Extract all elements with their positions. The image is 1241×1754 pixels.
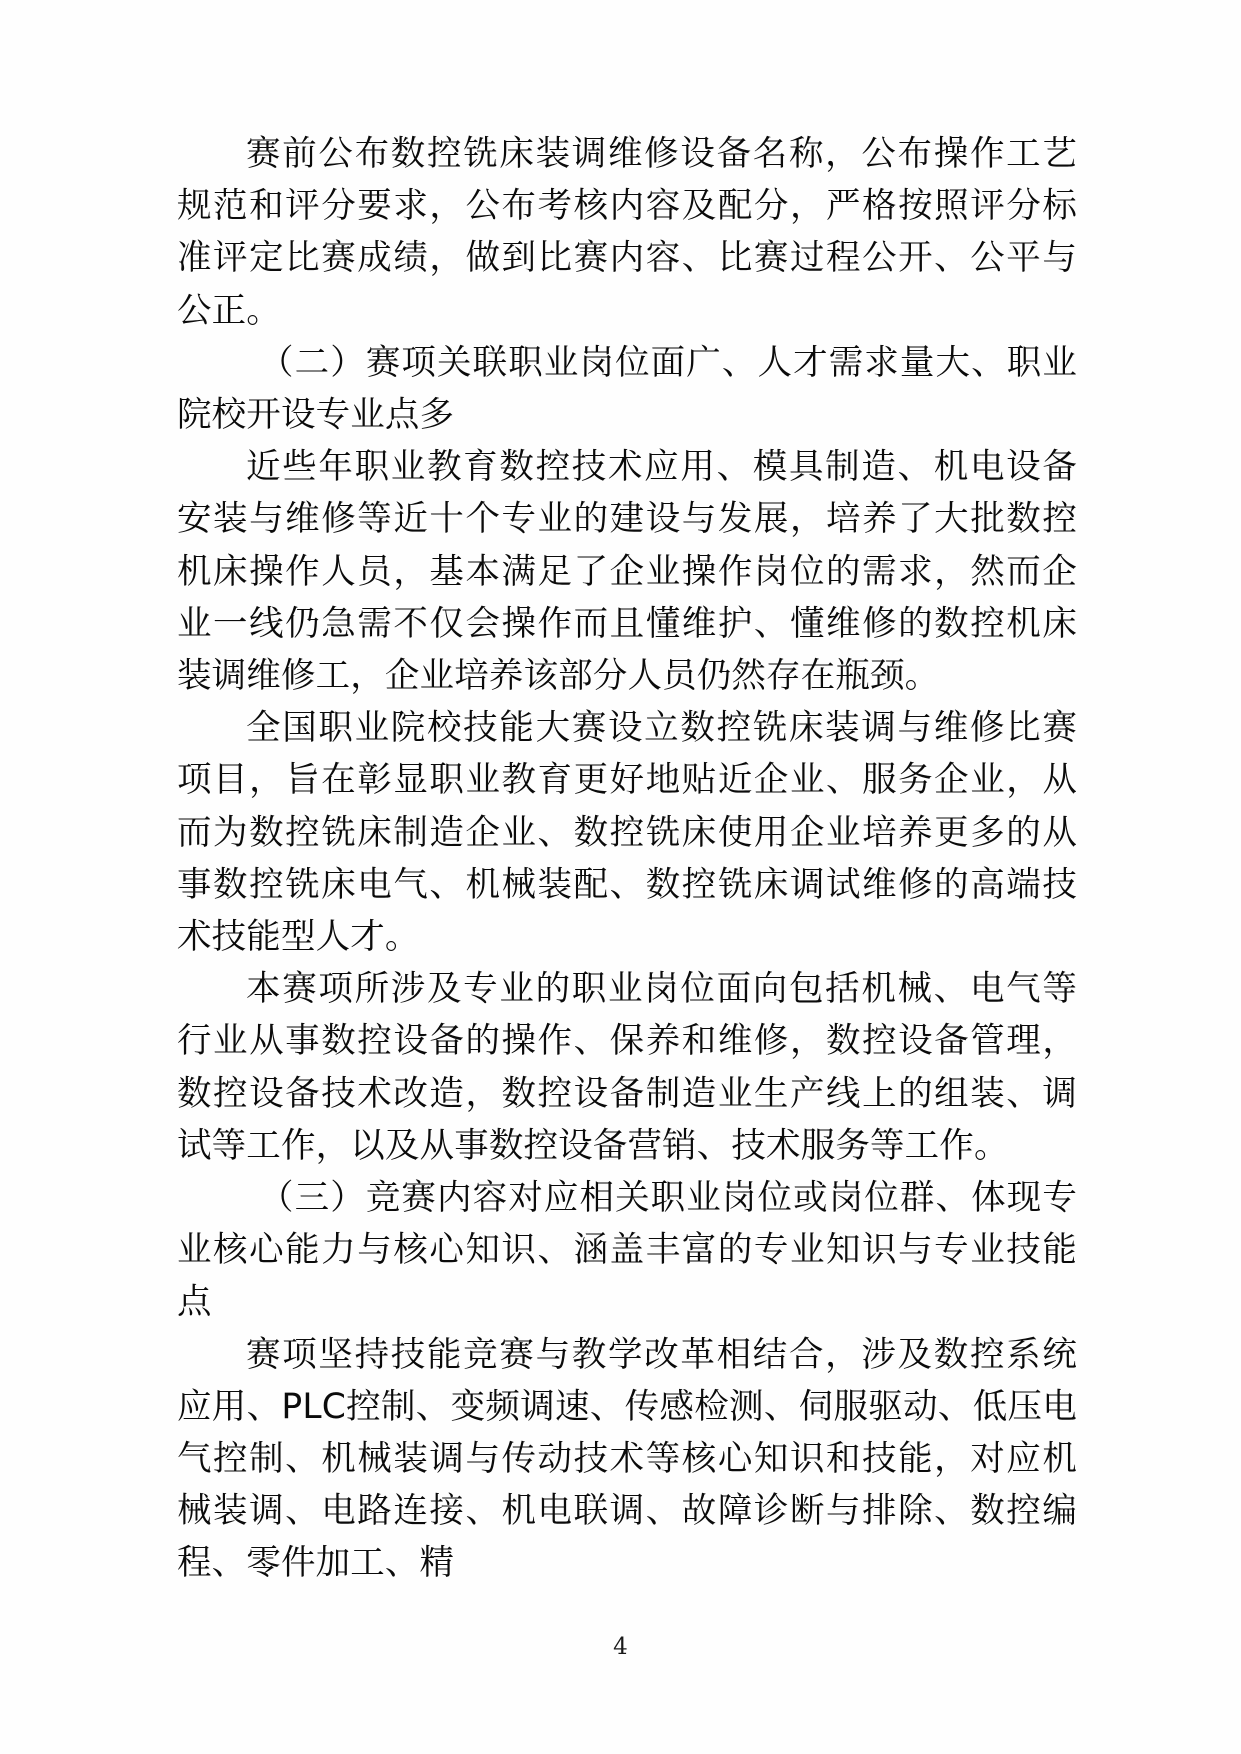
- paragraph-national-competition: 全国职业院校技能大赛设立数控铣床装调与维修比赛项目，旨在彰显职业教育更好地贴近企业、服务企业，从而为数控铣床制造企业、数控铣床使用企业培养更多的从事数控铣床电气、机械装配、数控铣床调试维修的高端技术技能型人才。: [177, 708, 1077, 958]
- section-heading-three: （三）竞赛内容对应相关职业岗位或岗位群、体现专业核心能力与核心知识、涵盖丰富的专业知识与专业技能点: [177, 1178, 1077, 1323]
- page-number: 4: [613, 1634, 628, 1660]
- paragraph-job-positions: 本赛项所涉及专业的职业岗位面向包括机械、电气等行业从事数控设备的操作、保养和维修，数控设备管理，数控设备技术改造，数控设备制造业生产线上的组装、调试等工作，以及从事数控设备营销、技术服务等工作。: [177, 969, 1077, 1166]
- paragraph-core-knowledge: 赛项坚持技能竞赛与教学改革相结合，涉及数控系统应用、PLC控制、变频调速、传感检测、伺服驱动、低压电气控制、机械装调与传动技术等核心知识和技能，对应机械装调、电路连接、机电联调、故障诊断与排除、数控编程、零件加工、精: [177, 1334, 1077, 1584]
- section-heading-two: （二）赛项关联职业岗位面广、人才需求量大、职业院校开设专业点多: [177, 342, 1077, 436]
- body-text-column: [177, 128, 1077, 1590]
- paragraph-vocational-majors: 近些年职业教育数控技术应用、模具制造、机电设备安装与维修等近十个专业的建设与发展，培养了大批数控机床操作人员，基本满足了企业操作岗位的需求，然而企业一线仍急需不仅会操作而且懂维护、懂维修的数控机床装调维修工，企业培养该部分人员仍然存在瓶颈。: [177, 447, 1077, 697]
- paragraph-public-disclosure: 赛前公布数控铣床装调维修设备名称，公布操作工艺规范和评分要求，公布考核内容及配分，严格按照评分标准评定比赛成绩，做到比赛内容、比赛过程公开、公平与公正。: [177, 134, 1077, 331]
